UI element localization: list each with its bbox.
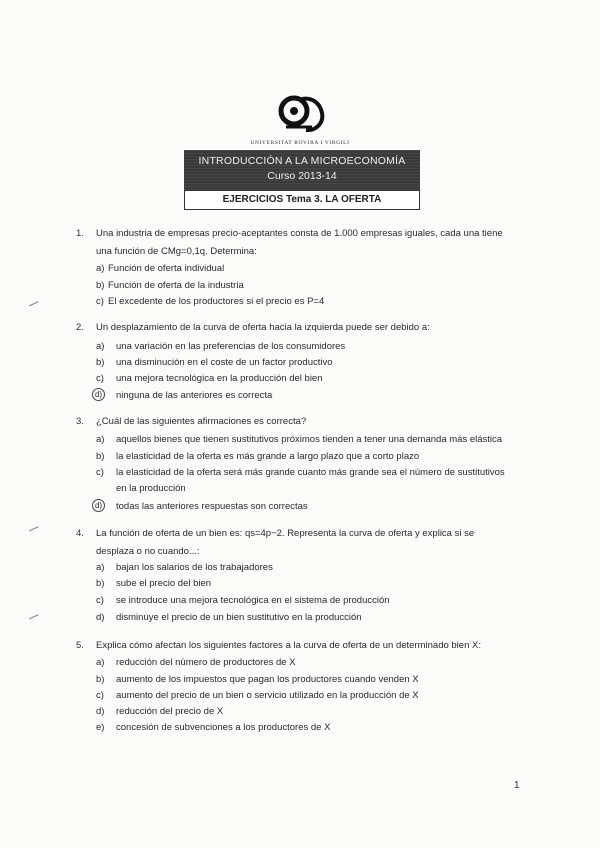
option-text: reducción del precio de X [116,706,224,717]
question-number: 4. [76,528,84,539]
question-text-line: desplaza o no cuando...: [96,546,200,557]
university-name: UNIVERSITAT ROVIRA I VIRGILI [250,140,350,146]
option-letter: b) [96,451,105,462]
option-letter: a) [96,263,105,274]
question-text-line: ¿Cuál de las siguientes afirmaciones es correcta? [96,416,307,427]
answer-circle: d) [92,388,105,401]
option-letter: b) [96,578,105,589]
answer-circle: d) [92,499,105,512]
option-letter: a) [96,341,105,352]
option-text: la elasticidad de la oferta es más grande a largo plazo que a corto plazo [116,451,420,462]
option-text: una mejora tecnológica en la producción del bien [116,373,323,384]
question-number: 1. [76,228,84,239]
option-letter: c) [96,690,104,701]
option-text: concesión de subvenciones a los productores de X [116,722,331,733]
exercises-title: EJERCICIOS Tema 3. LA OFERTA [184,190,420,210]
margin-mark [29,301,41,312]
option-letter: a) [96,434,105,445]
option-letter: d) [96,612,105,623]
option-text: Función de oferta individual [108,263,225,274]
option-text: disminuye el precio de un bien sustitutivo en la producción [116,612,362,623]
option-letter: c) [96,467,104,478]
question-number: 5. [76,640,84,651]
option-letter: d) [96,706,105,717]
option-letter: c) [96,373,104,384]
question-text-line: Una industria de empresas precio-aceptantes consta de 1.000 empresas iguales, cada una tiene [96,228,503,239]
course-year: Curso 2013-14 [267,170,337,182]
margin-mark [29,526,41,537]
option-text: se introduce una mejora tecnológica en el sistema de producción [116,595,390,606]
option-letter: b) [96,357,105,368]
option-text: en la producción [116,483,186,494]
option-text: aquellos bienes que tienen sustitutivos próximos tienden a tener una demanda más elástica [116,434,503,445]
option-letter: b) [96,674,105,685]
option-letter: a) [96,657,105,668]
option-letter: b) [96,280,105,291]
option-text: una variación en las preferencias de los consumidores [116,341,346,352]
option-letter: c) [96,296,104,307]
option-text: sube el precio del bien [116,578,212,589]
question-text-line: La función de oferta de un bien es: qs=4p−2. Representa la curva de oferta y explica si se [96,528,475,539]
option-text: todas las anteriores respuestas son correctas [116,501,308,512]
question-number: 3. [76,416,84,427]
university-logo [272,93,328,135]
option-text: la elasticidad de la oferta será más grande cuanto más grande sea el número de sustitutivos [116,467,505,478]
question-number: 2. [76,322,84,333]
option-text: ninguna de las anteriores es correcta [116,390,273,401]
course-header-band [184,150,420,190]
option-text: bajan los salarios de los trabajadores [116,562,273,573]
option-letter-circled [94,499,105,512]
option-text: aumento del precio de un bien o servicio utilizado en la producción de X [116,690,419,701]
question-text-line: una función de CMg=0,1q. Determina: [96,246,257,257]
option-letter: a) [96,562,105,573]
question-text-line: Un desplazamiento de la curva de oferta hacia la izquierda puede ser debido a: [96,322,430,333]
option-text: Función de oferta de la industria [108,280,244,291]
option-text: aumento de los impuestos que pagan los productores cuando venden X [116,674,419,685]
page-number: 1 [514,780,520,791]
option-text: El excedente de los productores si el precio es P=4 [108,296,325,307]
option-letter-circled [94,388,105,401]
course-title: INTRODUCCIÓN A LA MICROECONOMÍA [198,155,406,167]
option-letter: e) [96,722,105,733]
question-text-line: Explica cómo afectan los siguientes factores a la curva de oferta de un determinado bien X: [96,640,481,651]
margin-mark [29,614,41,625]
option-text: reducción del número de productores de X [116,657,296,668]
option-text: una disminución en el coste de un factor productivo [116,357,333,368]
option-letter: c) [96,595,104,606]
